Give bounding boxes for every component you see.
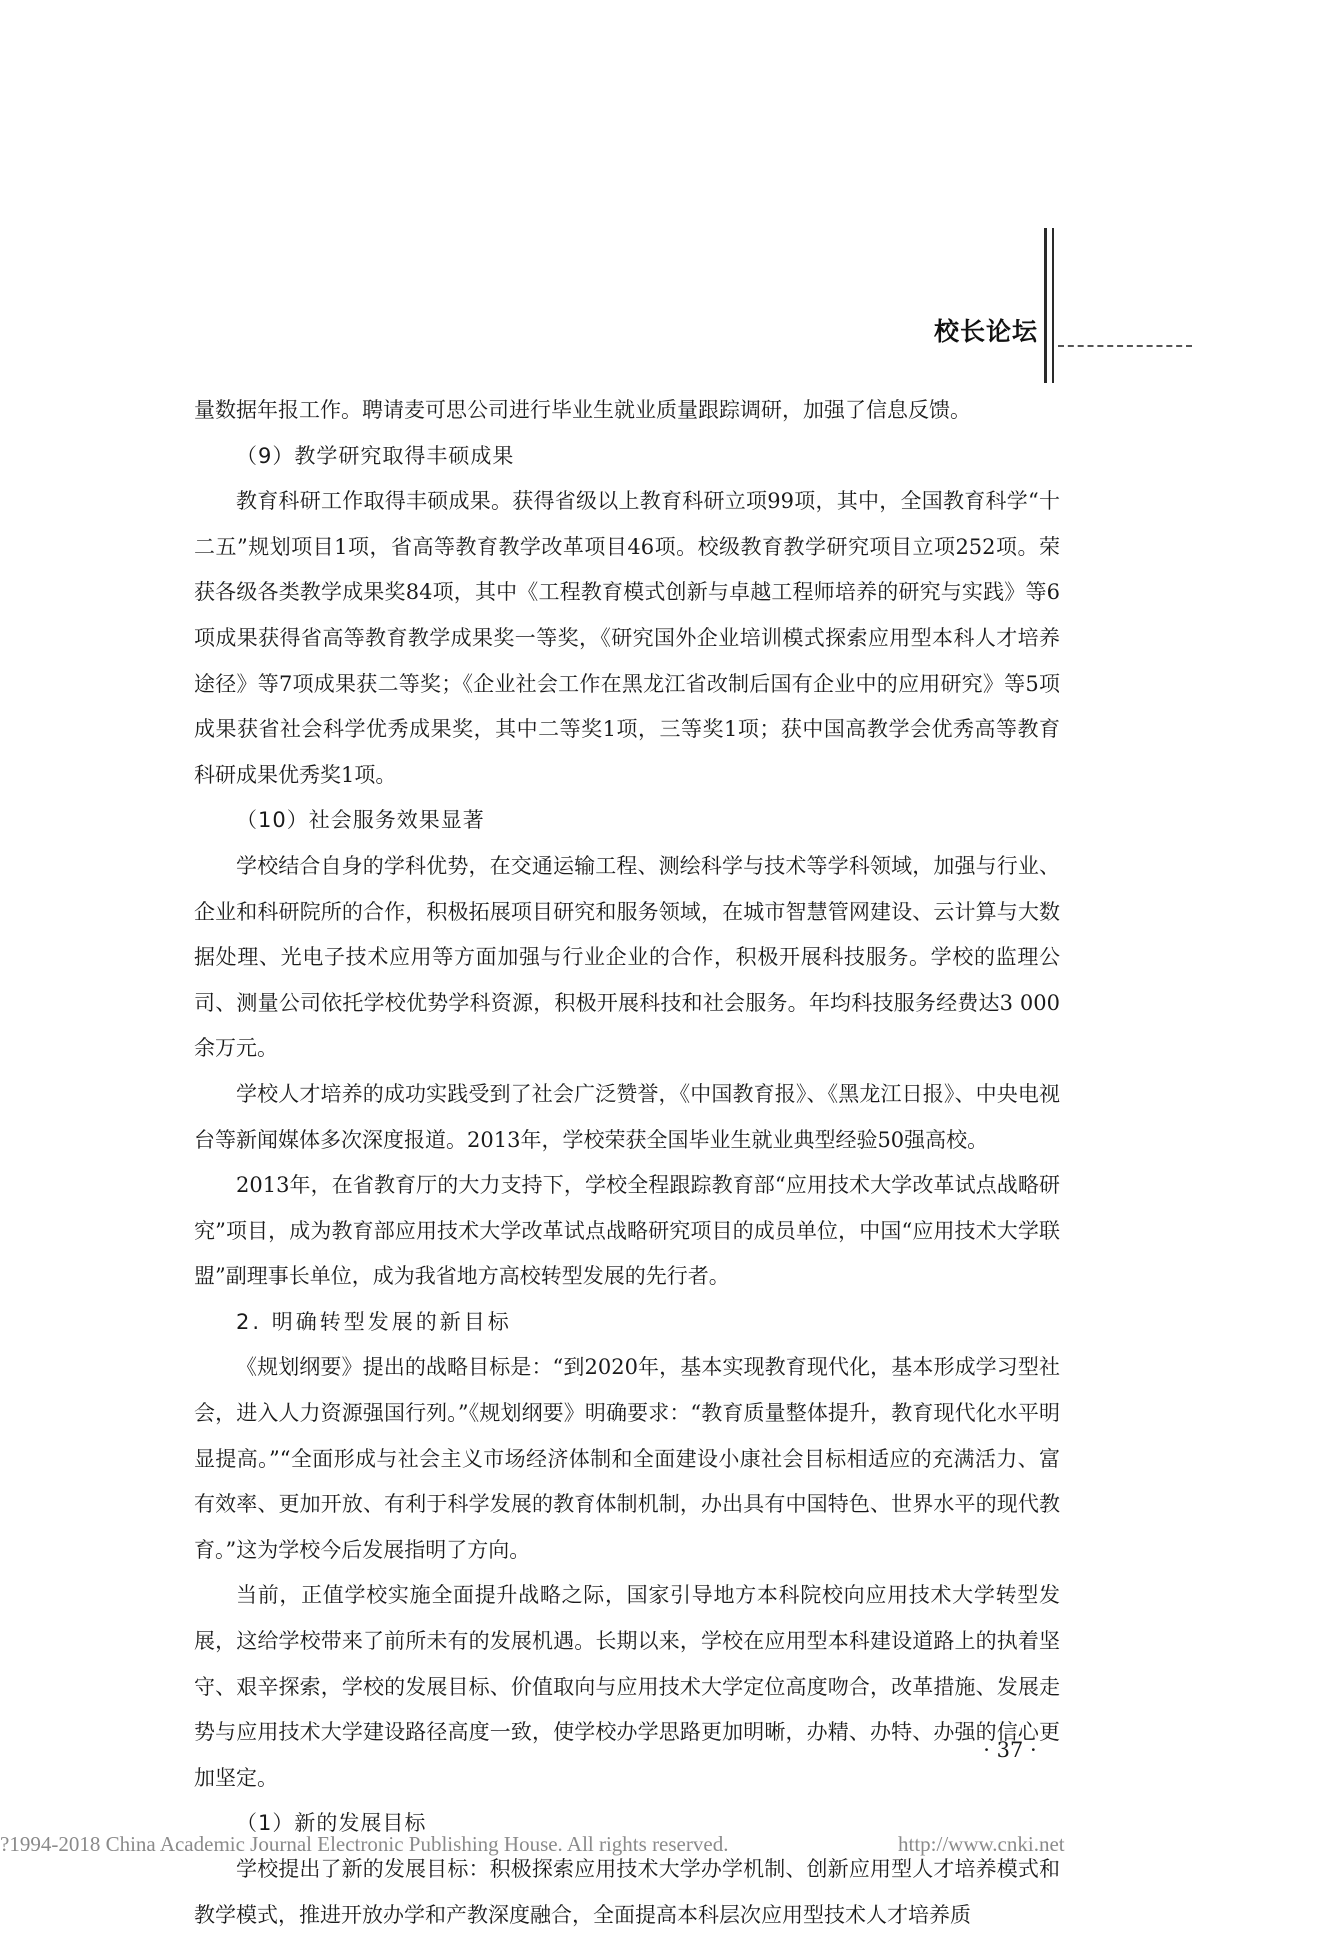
- header-dashed-rule: [1058, 345, 1192, 347]
- section-heading: （1）新的发展目标: [236, 1811, 427, 1836]
- section-heading: （9）教学研究取得丰硕成果: [236, 443, 515, 468]
- footer-copyright: ?1994-2018 China Academic Journal Electronic Publishing House. All rights reserved.: [0, 1832, 729, 1856]
- header-vertical-rule-outer: [1044, 228, 1047, 383]
- header-vertical-rule-inner: [1052, 228, 1054, 383]
- paragraph: 学校提出了新的发展目标：积极探索应用技术大学办学机制、创新应用型人才培养模式和教学模式，推进开放办学和产教深度融合，全面提高本科层次应用型技术人才培养质: [194, 1857, 1060, 1927]
- article-body: [194, 388, 1060, 1938]
- paragraph: 教育科研工作取得丰硕成果。获得省级以上教育科研立项99项，其中，全国教育科学“十二五”规划项目1项，省高等教育教学改革项目46项。校级教育教学研究项目立项252项。荣获各级各类教学成果奖84项，其中《工程教育模式创新与卓越工程师培养的研究与实践》等6项成果获得省高等教育教学成果奖一等奖，《研究国外企业培训模式探索应用型本科人才培养途径》等7项成果获二等奖；《企业社会工作在黑龙江省改制后国有企业中的应用研究》等5项成果获省社会科学优秀成果奖，其中二等奖1项，三等奖1项；获中国高教学会优秀高等教育科研成果优秀奖1项。: [194, 489, 1060, 787]
- paragraph: 学校人才培养的成功实践受到了社会广泛赞誉，《中国教育报》、《黑龙江日报》、中央电视台等新闻媒体多次深度报道。2013年，学校荣获全国毕业生就业典型经验50强高校。: [194, 1081, 1060, 1152]
- column-label: 校长论坛: [933, 317, 1038, 346]
- page-number: · 37 ·: [983, 1738, 1037, 1762]
- section-heading: （10）社会服务效果显著: [236, 808, 485, 833]
- paragraph: 量数据年报工作。聘请麦可思公司进行毕业生就业质量跟踪调研，加强了信息反馈。: [194, 398, 971, 422]
- paragraph: 当前，正值学校实施全面提升战略之际，国家引导地方本科院校向应用技术大学转型发展，这给学校带来了前所未有的发展机遇。长期以来，学校在应用型本科建设道路上的执着坚守、艰辛探索，学校的发展目标、价值取向与应用技术大学定位高度吻合，改革措施、发展走势与应用技术大学建设路径高度一致，使学校办学思路更加明晰，办精、办特、办强的信心更加坚定。: [194, 1583, 1060, 1790]
- section-heading: 2. 明确转型发展的新目标: [236, 1309, 512, 1334]
- paragraph: 2013年，在省教育厅的大力支持下，学校全程跟踪教育部“应用技术大学改革试点战略研究”项目，成为教育部应用技术大学改革试点战略研究项目的成员单位，中国“应用技术大学联盟”副理事长单位，成为我省地方高校转型发展的先行者。: [194, 1173, 1060, 1289]
- paragraph: 学校结合自身的学科优势，在交通运输工程、测绘科学与技术等学科领域，加强与行业、企业和科研院所的合作，积极拓展项目研究和服务领域，在城市智慧管网建设、云计算与大数据处理、光电子技术应用等方面加强与行业企业的合作，积极开展科技服务。学校的监理公司、测量公司依托学校优势学科资源，积极开展科技和社会服务。年均科技服务经费达3 000余万元。: [194, 853, 1060, 1061]
- paragraph: 《规划纲要》提出的战略目标是：“到2020年，基本实现教育现代化，基本形成学习型社会，进入人力资源强国行列。”《规划纲要》明确要求：“教育质量整体提升，教育现代化水平明显提高。”“全面形成与社会主义市场经济体制和全面建设小康社会目标相适应的充满活力、富有效率、更加开放、有利于科学发展的教育体制机制，办出具有中国特色、世界水平的现代教育。”这为学校今后发展指明了方向。: [194, 1355, 1060, 1562]
- footer-url[interactable]: http://www.cnki.net: [898, 1832, 1065, 1856]
